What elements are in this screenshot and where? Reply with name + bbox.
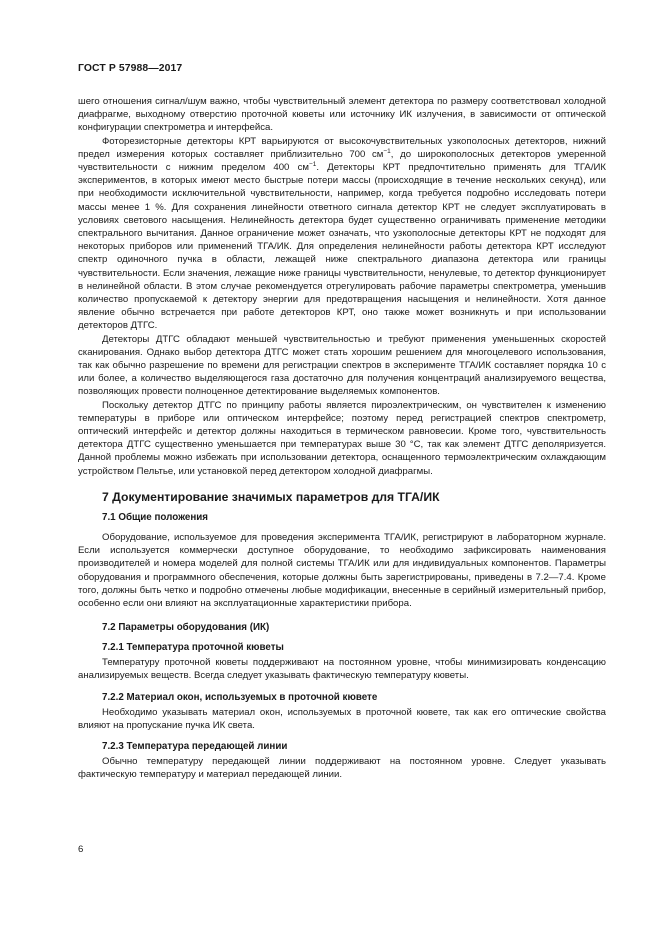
paragraph-dtgs-detectors: Детекторы ДТГС обладают меньшей чувствительностью и требуют применения уменьшенных скоростей сканирования. Однако выбор детектора ДТГС может стать хорошим решением для многоцелевого использования, так как обычно разрешение по времени для регистрации спектров в эксперименте ТГА/ИК составляет порядка 10 с или более, а количество выделяющегося газа достаточно для получения концентраций анализируемого вещества, позволяющих провести полноценное детектирование выделяемых компонентов. xyxy=(78,333,606,398)
section-7-2-1-title: 7.2.1 Температура проточной кюветы xyxy=(102,642,284,654)
section-7-1-title: 7.1 Общие положения xyxy=(102,511,209,523)
standard-header: ГОСТ Р 57988—2017 xyxy=(78,63,183,74)
section-7-2-2-title: 7.2.2 Материал окон, используемых в проточной кювете xyxy=(102,691,378,703)
section-7-2-title: 7.2 Параметры оборудования (ИК) xyxy=(102,622,270,634)
section-7-1-text: Оборудование, используемое для проведения эксперимента ТГА/ИК, регистрируют в лабораторном журнале. Если используется коммерчески доступное оборудование, то необходимо зафиксировать наименования производителей и номера моделей для полной системы ТГА/ИК или для индивидуальных компонентов. Параметры оборудования и программного обеспечения, которые должны быть зарегистрированы, приведены в 7.2—7.4. Кроме того, должны быть четко и подробно отмечены любые модификации, внесенные в серийный измерительный прибор, особенно если они влияют на эксплуатационные характеристики прибора. xyxy=(78,531,606,609)
section-7-2-3-title: 7.2.3 Температура передающей линии xyxy=(102,740,288,752)
section-7-2-1-text: Температуру проточной кюветы поддерживают на постоянном уровне, чтобы минимизировать конденсацию анализируемых веществ. Всегда следует указывать фактическую температуру кюветы. xyxy=(78,657,606,682)
paragraph-krt-part-c: . Детекторы КРТ предпочтительно применять для ТГА/ИК экспериментов, в которых имеют место быстрые потери массы (происходящие в течение нескольких секунд), или при необходимости исключительной чувствительности, например, когда требуется подробно исследовать потери массы менее 1 %. Для сохранения линейности ответного сигнала детектор КРТ не следует эксплуатировать в условиях светового насыщения. Нелинейность детектора будет существенно ограничивать применение методики спектрального вычитания. Данное ограничение может означать, что узкополосные детекторы КРТ не подходят для некоторых приборов или применений ТГА/ИК. Для определения нелинейности работы детектора КРТ исследуют спектр одиночного пучка в области, лежащей ниже спектрального диапазона детектора или границы чувствительности. Если значения, лежащие ниже границы чувствительности, ненулевые, то детектор функционирует в нелинейной области. В этом случае рекомендуется отрегулировать рабочие параметры спектрометра, уменьшив количество пропускаемой к детектору энергии для предотвращения насыщения и нелинейности. Хотя данное явление обычно встречается при работе детекторов КРТ, оно также может возникнуть и при использовании детекторов ДТГС. xyxy=(78,162,606,332)
superscript-unit-2: −1 xyxy=(309,161,317,169)
paragraph-krt-part-a: Фоторезисторные детекторы КРТ варьируются от высокочувствительных узкополосных детекторов, нижний предел измерения которых составляет приблизительно 700 см xyxy=(78,135,606,160)
section-7-2-3-text: Обычно температуру передающей линии поддерживают на постоянном уровне. Следует указывать фактическую температуру и материал передающей линии. xyxy=(78,755,606,781)
paragraph-krt-detectors xyxy=(78,135,606,333)
section-7-title: 7 Документирование значимых параметров для ТГА/ИК xyxy=(102,489,440,504)
paragraph-continuation: шего отношения сигнал/шум важно, чтобы чувствительный элемент детектора по размеру соответствовал холодной диафрагме, выходному отверстию проточной кюветы или источнику ИК излучения, в зависимости от оптической конфигурации спектрометра и интерфейса. xyxy=(78,96,606,134)
paragraph-krt-part-b: , до широкополосных детекторов умеренной чувствительности с нижним пределом 400 см xyxy=(78,148,606,174)
page-number: 6 xyxy=(78,844,84,855)
document-body xyxy=(78,95,606,781)
superscript-unit-1: −1 xyxy=(383,147,391,155)
paragraph-dtgs-pyroelectric: Поскольку детектор ДТГС по принципу работы является пироэлектрическим, он чувствителен к изменению температуры в приборе или оптическом интерфейсе; поэтому перед регистрацией спектров спектрометр, оптический интерфейс и детектор должны находиться в термическом равновесии. Кроме того, чувствительность детектора ДТГС существенно уменьшается при температурах выше 30 °С, так как элемент ДТГС деполяризуется. Данной проблемы можно избежать при использовании детектора, оснащенного термоэлектрическим охлаждающим устройством Пельтье, или установкой перед детектором холодной диафрагмы. xyxy=(78,399,606,477)
section-7-2-2-text: Необходимо указывать материал окон, используемых в проточной кювете, так как его оптические свойства влияют на пропускание пучка ИК света. xyxy=(78,706,606,731)
